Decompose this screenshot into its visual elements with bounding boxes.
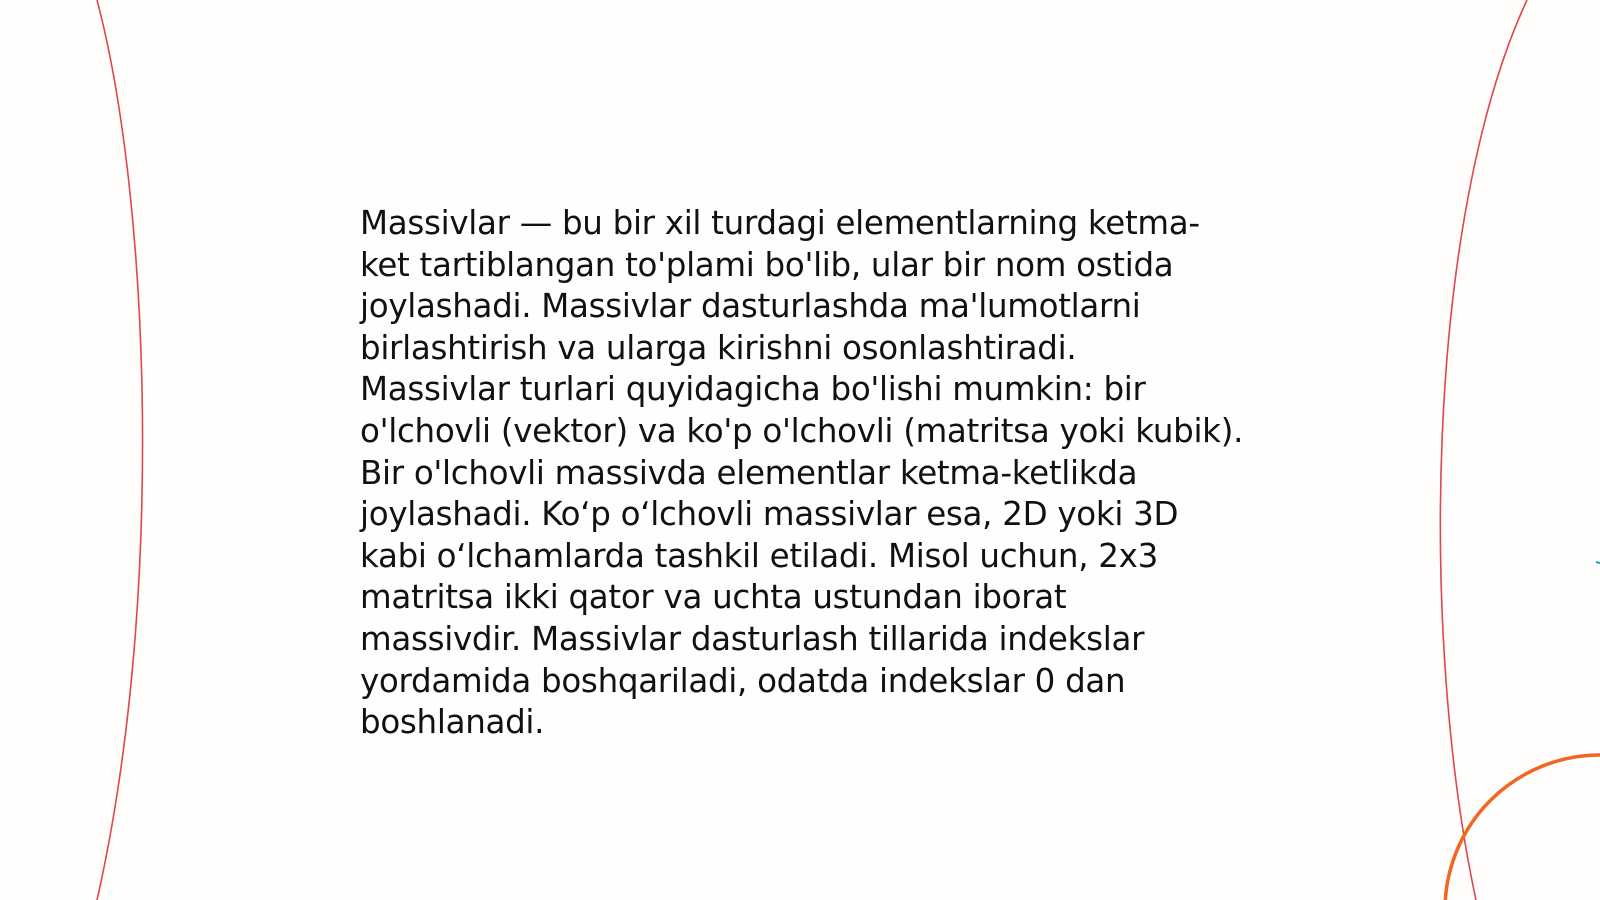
text-line: ket tartiblangan to'plami bo'lib, ular bir nom ostida <box>360 245 1174 284</box>
text-line: joylashadi. Massivlar dasturlashda ma'lumotlarni <box>360 287 1141 326</box>
right-curve <box>1440 0 1527 900</box>
text-line: o'lchovli (vektor) va ko'p o'lchovli (matritsa yoki kubik). <box>360 411 1244 450</box>
corner-circle <box>1445 755 1600 900</box>
text-line: birlashtirish va ularga kirishni osonlashtiradi. <box>360 328 1077 367</box>
text-line: Massivlar — bu bir xil turdagi elementlarning ketma- <box>360 204 1200 242</box>
body-paragraph <box>360 203 1260 744</box>
text-line: boshlanadi. <box>360 703 545 742</box>
text-line: Bir o'lchovli massivda elementlar ketma-ketlikda <box>360 453 1138 492</box>
text-line: joylashadi. Koʻp oʻlchovli massivlar esa, 2D yoki 3D <box>360 495 1179 534</box>
text-line: matritsa ikki qator va uchta ustundan iborat <box>360 578 1067 617</box>
text-line: massivdir. Massivlar dasturlash tillarida indekslar <box>360 619 1145 658</box>
text-line: yordamida boshqariladi, odatda indekslar 0 dan <box>360 661 1126 700</box>
left-curve <box>97 0 143 900</box>
teal-accent-mark <box>1596 562 1600 563</box>
text-line: Massivlar turlari quyidagicha bo'lishi mumkin: bir <box>360 370 1146 409</box>
text-line: kabi oʻlchamlarda tashkil etiladi. Misol uchun, 2x3 <box>360 536 1158 575</box>
